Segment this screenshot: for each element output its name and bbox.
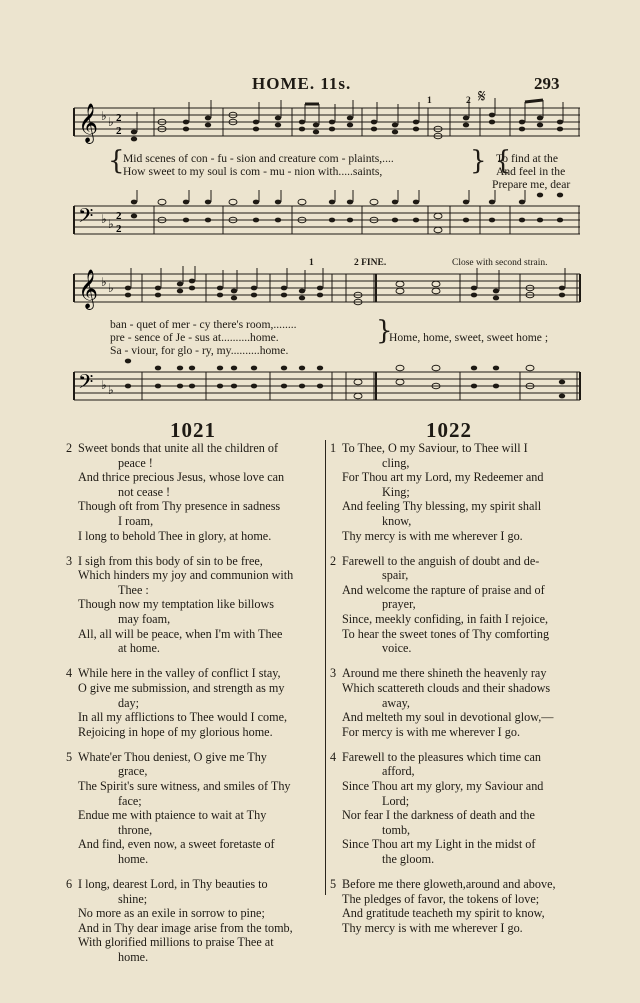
verse-text: day; [118, 695, 139, 710]
verse-text: King; [382, 484, 410, 499]
verse-line [330, 554, 584, 569]
svg-text:𝄞: 𝄞 [78, 269, 99, 309]
verse [66, 750, 324, 867]
verse-text: Sweet bonds that unite all the children of [78, 441, 279, 455]
svg-text:𝄢: 𝄢 [78, 204, 94, 232]
verse-text: voice. [382, 641, 412, 656]
lyric-line: Prepare me, dear [492, 178, 571, 191]
verse-line [330, 470, 584, 485]
verse-text: I sigh from this body of sin to be free, [78, 553, 263, 568]
verse-line [330, 794, 584, 809]
verse-number: 1 [330, 441, 337, 455]
verse-line [330, 921, 584, 936]
verse-line [330, 568, 584, 583]
verse-line [330, 852, 584, 867]
verse-text: And gratitude teacheth my spirit to know, [342, 906, 545, 921]
hymn-number-1021: 1021 [170, 418, 216, 442]
verse [330, 554, 584, 656]
svg-text:2: 2 [116, 210, 122, 222]
refrain-lyric: Home, home, sweet, sweet home ; [389, 331, 549, 344]
verse-text: the gloom. [382, 851, 435, 866]
verse-line [330, 666, 584, 681]
verse-line [66, 725, 324, 740]
verse-number: 4 [66, 666, 73, 681]
treble-staff-2 [70, 266, 582, 316]
verse-line [330, 583, 584, 598]
verse-text: Though oft from Thy presence in sadness [78, 499, 281, 514]
verse-line [66, 666, 324, 681]
verse-line [66, 441, 324, 456]
verse-text: spair, [382, 568, 409, 583]
verse-number: 2 [66, 441, 73, 455]
first-ending-mark: 1 [309, 258, 314, 268]
svg-text:𝄢: 𝄢 [78, 370, 94, 398]
verse-text: For Thou art my Lord, my Redeemer and [342, 470, 544, 485]
verse-text: afford, [382, 764, 415, 779]
verse-line [330, 750, 584, 765]
verse-text: peace ! [118, 455, 153, 470]
verse-line [330, 823, 584, 838]
verse-line [330, 837, 584, 852]
svg-text:♭: ♭ [101, 275, 107, 289]
verse-line [330, 456, 584, 471]
verse [66, 441, 324, 543]
verse-number: 3 [66, 553, 73, 568]
verse-line [330, 725, 584, 740]
verse-line [66, 456, 324, 471]
second-ending-mark: 2 [466, 96, 471, 106]
lyric-line: How sweet to my soul is com - mu - nion with.....saints, [123, 165, 383, 178]
verse-line [66, 892, 324, 907]
verse-text: shine; [118, 891, 148, 906]
verse-line [66, 750, 324, 765]
verse-line [66, 877, 324, 892]
verse-number: 2 [330, 553, 337, 568]
verse-text: Thy mercy is with me wherever I go. [342, 920, 523, 935]
verse-text: Since Thou art my Light in the midst of [342, 837, 536, 852]
verse-line [330, 710, 584, 725]
verse-line [330, 627, 584, 642]
verse-text: I long to behold Thee in glory, at home. [78, 528, 272, 543]
lyric-line: Mid scenes of con - fu - sion and creature com - plaints,.... [123, 152, 394, 165]
verse-line [66, 612, 324, 627]
verse-text: And melteth my soul in devotional glow,— [342, 710, 554, 725]
verse-text: throne, [118, 822, 153, 837]
verse-text: And welcome the rapture of praise and of [342, 582, 545, 597]
verse-text: I long, dearest Lord, in Thy beauties to [78, 877, 268, 892]
verse-line [330, 892, 584, 907]
svg-text:♭: ♭ [108, 383, 114, 397]
verse-line [330, 641, 584, 656]
verse-line [330, 514, 584, 529]
verse-text: Nor fear I the darkness of death and the [342, 808, 535, 823]
verse-text: Thee : [118, 582, 149, 597]
svg-text:2: 2 [116, 125, 122, 137]
svg-text:♭: ♭ [101, 109, 107, 123]
lyric-brace: } [376, 316, 393, 346]
verse-text: Since Thou art my glory, my Saviour and [342, 778, 544, 793]
verse-text: Rejoicing in hope of my glorious home. [78, 724, 273, 739]
verse-text: Lord; [382, 793, 410, 808]
verse-text: Whate'er Thou deniest, O give me Thy [78, 749, 267, 764]
bass-staff-1 [70, 190, 582, 240]
verse-line [66, 950, 324, 965]
verse-text: cling, [382, 455, 410, 470]
hymn-number-1022: 1022 [426, 418, 472, 442]
verse [66, 666, 324, 739]
verse-line [330, 441, 584, 456]
verse-line [66, 681, 324, 696]
verse-line [66, 554, 324, 569]
verse-text: I roam, [118, 513, 154, 528]
verse-text: The Spirit's sure witness, and smiles of Thy [78, 778, 291, 793]
verse-text: Farewell to the anguish of doubt and de- [342, 553, 540, 568]
lyric-line: Sa - viour, for glo - ry, my..........home. [110, 344, 289, 357]
verse-line [330, 764, 584, 779]
verse-text: may foam, [118, 612, 171, 627]
lyric-brace: } { [470, 146, 512, 176]
verse-number: 4 [330, 749, 337, 764]
verse-text: And feeling Thy blessing, my spirit shall [342, 499, 542, 514]
lyric-line: And feel in the [496, 165, 566, 178]
verse [330, 877, 584, 935]
verse-text: grace, [118, 764, 148, 779]
verse-line [66, 935, 324, 950]
verse-text: prayer, [382, 597, 416, 612]
svg-text:♭: ♭ [101, 212, 107, 226]
verse [66, 877, 324, 965]
verse-line [330, 529, 584, 544]
verse [330, 750, 584, 867]
segno-icon: 𝄋 [478, 86, 486, 106]
hymn-1021-text [66, 441, 324, 975]
verse-text: All, all will be peace, when I'm with Thee [78, 626, 283, 641]
verse-text: not cease ! [118, 484, 171, 499]
verse-line [330, 597, 584, 612]
verse-text: To Thee, O my Saviour, to Thee will I [342, 441, 528, 455]
svg-text:2: 2 [116, 223, 122, 235]
verse-line [66, 641, 324, 656]
svg-text:2: 2 [116, 112, 122, 124]
verse-text: Thy mercy is with me wherever I go. [342, 528, 523, 543]
verse-line [66, 568, 324, 583]
verse-text: With glorified millions to praise Thee at [78, 935, 274, 950]
verse-line [66, 710, 324, 725]
verse-text: To hear the sweet tones of Thy comforting [342, 626, 550, 641]
verse-text: Which hinders my joy and communion with [78, 568, 294, 583]
verse-number: 3 [330, 666, 337, 681]
lyric-brace: { [108, 146, 125, 176]
verse-text: O give me submission, and strength as my [78, 680, 285, 695]
svg-text:♭: ♭ [108, 115, 114, 129]
verse-text: Though now my temptation like billows [78, 597, 274, 612]
verse-text: In all my afflictions to Thee would I come, [78, 710, 288, 725]
verse-text: The pledges of favor, the tokens of love; [342, 891, 540, 906]
verse-line [66, 808, 324, 823]
verse-line [66, 764, 324, 779]
verse-text: Since, meekly confiding, in faith I rejoice, [342, 612, 549, 627]
verse-line [330, 681, 584, 696]
verse-text: know, [382, 513, 412, 528]
verse-text: Which scattereth clouds and their shadows [342, 680, 551, 695]
verse-line [330, 696, 584, 711]
verse-line [66, 583, 324, 598]
verse-text: home. [118, 851, 149, 866]
page-number: 293 [534, 74, 560, 93]
lyric-line: ban - quet of mer - cy there's room,........ [110, 318, 297, 331]
verse-text: Endue me with ptaience to wait at Thy [78, 808, 267, 823]
verse-text: away, [382, 695, 410, 710]
column-divider [325, 440, 326, 895]
verse-number: 5 [66, 749, 73, 764]
verse-line [66, 779, 324, 794]
verse-text: No more as an exile in sorrow to pine; [78, 906, 265, 921]
verse-line [66, 514, 324, 529]
verse-line [66, 837, 324, 852]
verse-text: And in Thy dear image arise from the tomb, [78, 920, 293, 935]
verse-number: 6 [66, 877, 73, 892]
verse-line [66, 529, 324, 544]
svg-text:♭: ♭ [101, 378, 107, 392]
verse-text: Around me there shineth the heavenly ray [342, 666, 547, 681]
verse-line [66, 906, 324, 921]
svg-text:♭: ♭ [108, 217, 114, 231]
verse-number: 5 [330, 877, 337, 892]
verse-text: And find, even now, a sweet foretaste of [78, 837, 275, 852]
bass-staff-2 [70, 356, 582, 406]
verse-text: tomb, [382, 822, 411, 837]
verse-line [330, 877, 584, 892]
tune-title: HOME. 11s. [252, 74, 352, 93]
verse-line [66, 627, 324, 642]
verse-line [330, 779, 584, 794]
verse-line [66, 485, 324, 500]
verse-line [330, 485, 584, 500]
verse-line [66, 597, 324, 612]
verse-text: home. [118, 950, 149, 964]
verse-text: Farewell to the pleasures which time can [342, 749, 541, 764]
first-ending-mark: 1 [427, 96, 432, 106]
verse-line [66, 470, 324, 485]
fine-mark: 2 FINE. [354, 258, 387, 268]
verse-line [66, 921, 324, 936]
lyric-line: To find at the [496, 152, 558, 165]
verse-text: For mercy is with me wherever I go. [342, 724, 521, 739]
verse-line [330, 612, 584, 627]
verse-text: While here in the valley of conflict I stay, [78, 666, 281, 681]
hymn-1022-text [330, 441, 584, 946]
verse-line [66, 794, 324, 809]
verse-text: And thrice precious Jesus, whose love can [78, 470, 285, 485]
verse [330, 666, 584, 739]
lyric-line: pre - sence of Je - sus at..........home. [110, 331, 279, 344]
verse [330, 441, 584, 543]
svg-text:𝄞: 𝄞 [78, 103, 99, 143]
svg-text:♭: ♭ [108, 281, 114, 295]
verse-text: at home. [118, 641, 160, 656]
verse-text: face; [118, 793, 142, 808]
verse-line [66, 852, 324, 867]
treble-staff-1 [70, 98, 582, 148]
verse-line [66, 823, 324, 838]
performance-direction: Close with second strain. [452, 258, 548, 268]
verse-line [330, 499, 584, 514]
verse-line [330, 906, 584, 921]
verse-line [66, 696, 324, 711]
verse-line [66, 499, 324, 514]
verse [66, 554, 324, 656]
verse-text: Before me there gloweth,around and above, [342, 877, 556, 892]
verse-line [330, 808, 584, 823]
